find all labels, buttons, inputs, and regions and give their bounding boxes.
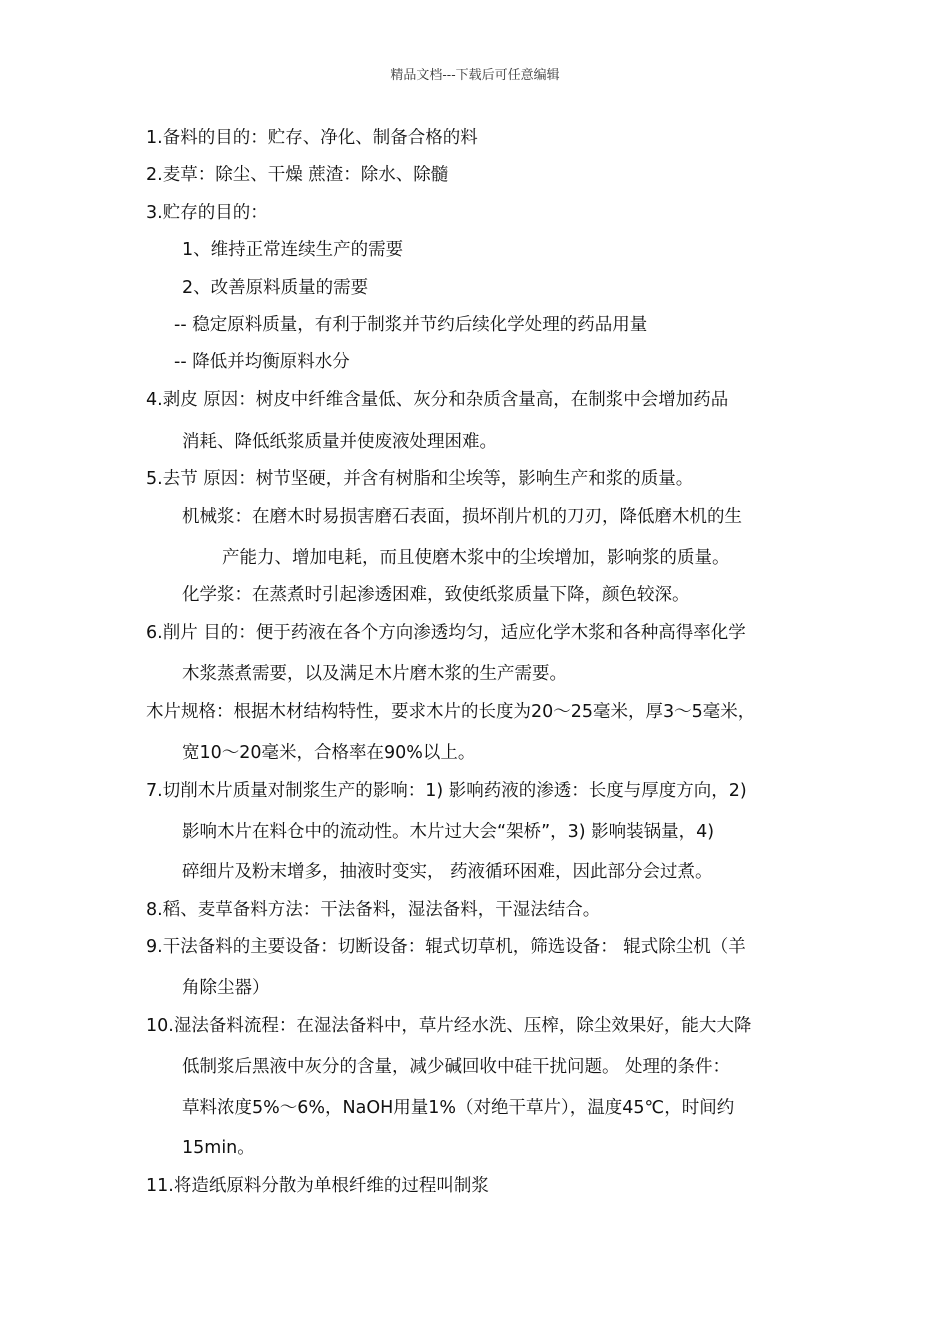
text-line-19: 影响木片在料仓中的流动性。木片过大会“架桥”，3) 影响装锅量，4): [182, 822, 715, 842]
text-line-15: 木浆蒸煮需要，以及满足木片磨木浆的生产需要。: [182, 664, 567, 684]
text-line-21: 8.稻、麦草备料方法：干法备料，湿法备料，干湿法结合。: [146, 900, 601, 920]
text-line-17: 宽10～20毫米，合格率在90%以上。: [182, 743, 476, 763]
text-line-4: 1、维持正常连续生产的需要: [182, 240, 404, 260]
text-line-16: 木片规格：根据木材结构特性，要求木片的长度为20～25毫米，厚3～5毫米，: [146, 702, 756, 722]
text-line-1: 1.备料的目的：贮存、净化、制备合格的料: [146, 128, 478, 148]
text-line-25: 低制浆后黑液中灰分的含量，减少碱回收中硅干扰问题。 处理的条件：: [182, 1057, 731, 1077]
text-line-2: 2.麦草：除尘、干燥 蔗渣：除水、除髓: [146, 165, 449, 185]
text-line-10: 5.去节 原因：树节坚硬，并含有树脂和尘埃等，影响生产和浆的质量。: [146, 469, 694, 489]
text-line-6: -- 稳定原料质量，有利于制浆并节约后续化学处理的药品用量: [174, 315, 648, 335]
text-line-27: 15min。: [182, 1138, 255, 1158]
text-line-13: 化学浆：在蒸煮时引起渗透困难，致使纸浆质量下降，颜色较深。: [182, 585, 690, 605]
page-header: 精品文档---下载后可任意编辑: [390, 68, 560, 83]
text-line-26: 草料浓度5%～6%，NaOH用量1%（对绝干草片），温度45℃，时间约: [182, 1098, 735, 1118]
text-line-11: 机械浆：在磨木时易损害磨石表面，损坏削片机的刀刃，降低磨木机的生: [182, 507, 742, 527]
text-line-20: 碎细片及粉末增多，抽液时变实， 药液循环困难，因此部分会过煮。: [182, 862, 713, 882]
text-line-22: 9.干法备料的主要设备：切断设备：辊式切草机，筛选设备： 辊式除尘机（羊: [146, 937, 746, 957]
text-line-12: 产能力、增加电耗，而且使磨木浆中的尘埃增加，影响浆的质量。: [222, 548, 730, 568]
text-line-28: 11.将造纸原料分散为单根纤维的过程叫制浆: [146, 1176, 489, 1196]
text-line-9: 消耗、降低纸浆质量并使废液处理困难。: [182, 432, 497, 452]
text-line-14: 6.削片 目的：便于药液在各个方向渗透均匀，适应化学木浆和各种高得率化学: [146, 623, 746, 643]
text-line-24: 10.湿法备料流程：在湿法备料中，草片经水洗、压榨，除尘效果好，能大大降: [146, 1016, 752, 1036]
text-line-23: 角除尘器）: [182, 978, 270, 998]
text-line-18: 7.切削木片质量对制浆生产的影响：1) 影响药液的渗透：长度与厚度方向，2): [146, 781, 747, 801]
text-line-8: 4.剥皮 原因：树皮中纤维含量低、灰分和杂质含量高，在制浆中会增加药品: [146, 390, 729, 410]
text-line-5: 2、改善原料质量的需要: [182, 278, 369, 298]
text-line-7: -- 降低并均衡原料水分: [174, 352, 350, 372]
text-line-3: 3.贮存的目的：: [146, 203, 268, 223]
